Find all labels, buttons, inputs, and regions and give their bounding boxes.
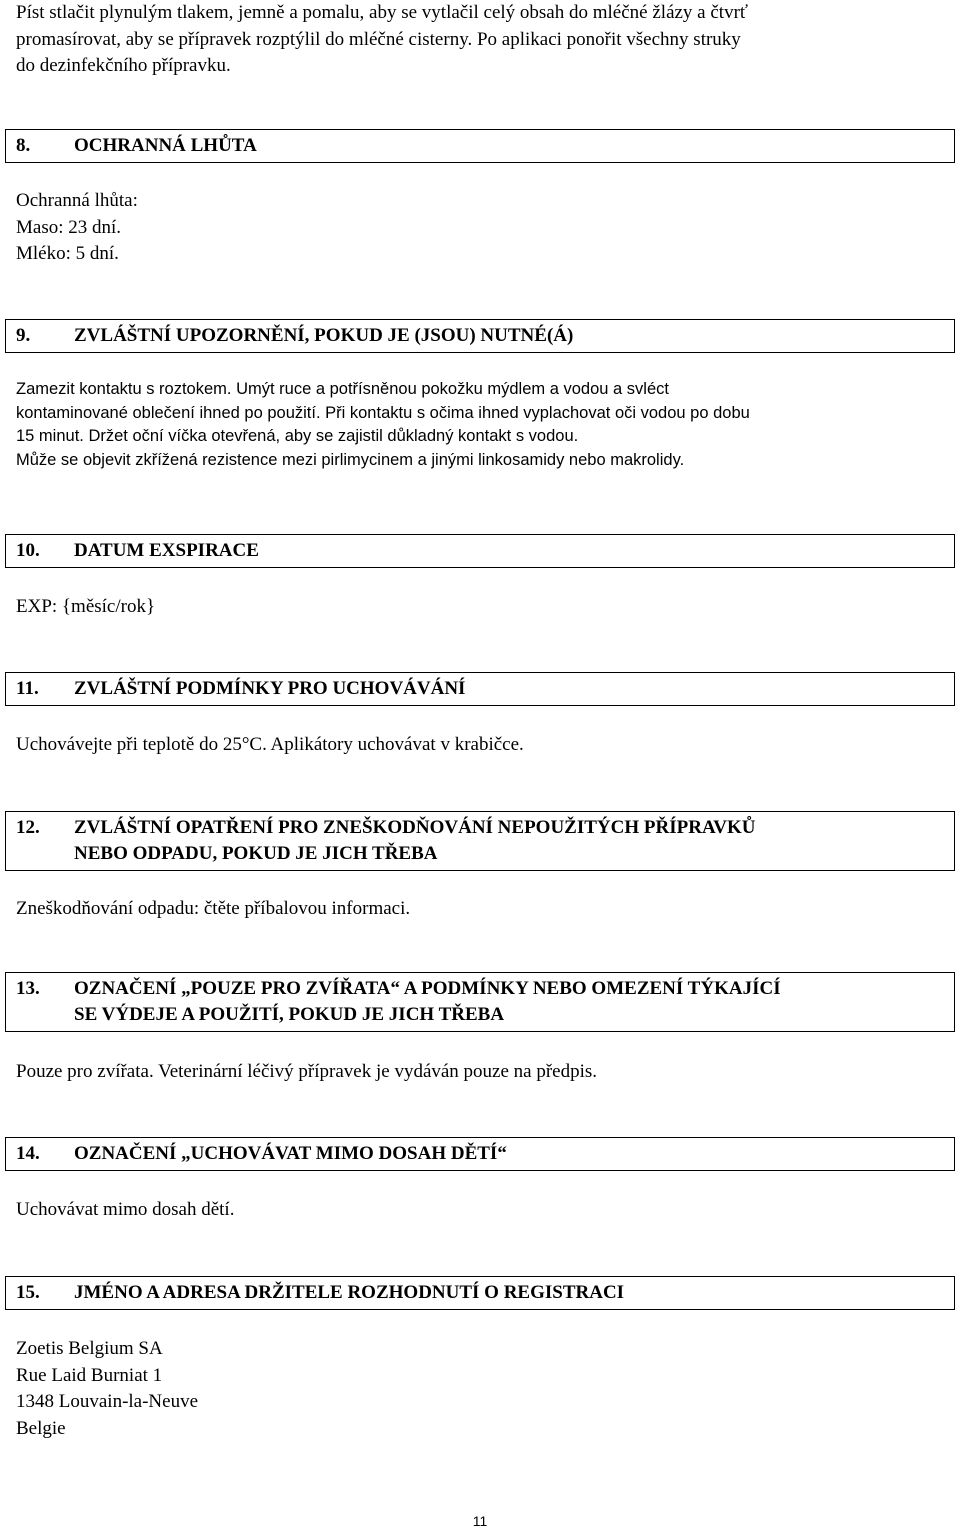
intro-line: do dezinfekčního přípravku.	[16, 55, 231, 76]
body-line: Ochranná lhůta:	[16, 190, 138, 211]
section-body-8	[16, 188, 946, 268]
page-number: 11	[472, 1513, 488, 1529]
body-line: Mléko: 5 dní.	[16, 243, 119, 264]
section-title	[74, 976, 946, 1028]
body-line: Zamezit kontaktu s roztokem. Umýt ruce a potřísněnou pokožku mýdlem a vodou a svléct	[16, 380, 669, 398]
section-title-line: ZVLÁŠTNÍ OPATŘENÍ PRO ZNEŠKODŇOVÁNÍ NEPOUŽITÝCH PŘÍPRAVKŮ	[74, 817, 756, 838]
section-number: 10.	[16, 540, 40, 561]
section-heading-8	[5, 129, 955, 163]
section-heading-11	[5, 672, 955, 706]
section-heading-15	[5, 1276, 955, 1310]
body-line: Zneškodňování odpadu: čtěte příbalovou informaci.	[16, 898, 411, 919]
body-line: Uchovávat mimo dosah dětí.	[16, 1199, 235, 1220]
section-heading-14	[5, 1137, 955, 1171]
section-body-13	[16, 1059, 946, 1086]
section-body-9	[16, 378, 946, 472]
section-title-line: NEBO ODPADU, POKUD JE JICH TŘEBA	[74, 843, 438, 864]
section-number: 11.	[16, 678, 39, 699]
section-title-line: OZNAČENÍ „POUZE PRO ZVÍŘATA“ A PODMÍNKY NEBO OMEZENÍ TÝKAJÍCÍ	[74, 978, 781, 999]
body-line: Může se objevit zkřížená rezistence mezi pirlimycinem a jinými linkosamidy nebo makrolidy.	[16, 450, 685, 469]
body-line: Rue Laid Burniat 1	[16, 1364, 163, 1386]
section-title-line: SE VÝDEJE A POUŽITÍ, POKUD JE JICH TŘEBA	[74, 1004, 505, 1025]
section-title	[74, 1280, 946, 1306]
section-number: 8.	[16, 135, 31, 156]
body-line: 15 minut. Držet oční víčka otevřená, aby se zajistil důkladný kontakt s vodou.	[16, 427, 579, 445]
section-heading-13	[5, 972, 955, 1032]
section-title	[74, 323, 946, 349]
section-title	[74, 133, 946, 159]
section-title-line: ZVLÁŠTNÍ UPOZORNĚNÍ, POKUD JE (JSOU) NUTNÉ(Á)	[74, 325, 574, 346]
section-title	[74, 1141, 946, 1167]
body-line: kontaminované oblečení ihned po použití. Při kontaktu s očima ihned vyplachovat oči vodou po dobu	[16, 403, 750, 422]
section-number: 9.	[16, 325, 31, 346]
body-line: EXP: {měsíc/rok}	[16, 596, 156, 617]
body-line: Maso: 23 dní.	[16, 216, 122, 238]
section-title-line: DATUM EXSPIRACE	[74, 540, 259, 561]
section-title-line: OZNAČENÍ „UCHOVÁVAT MIMO DOSAH DĚTÍ“	[74, 1143, 507, 1164]
section-heading-12	[5, 811, 955, 871]
section-body-12	[16, 896, 946, 923]
section-body-14	[16, 1197, 946, 1224]
intro-line: Píst stlačit plynulým tlakem, jemně a pomalu, aby se vytlačil celý obsah do mléčné žlázy a čtvrť	[16, 2, 749, 23]
section-number: 14.	[16, 1143, 40, 1164]
section-title-line: JMÉNO A ADRESA DRŽITELE ROZHODNUTÍ O REGISTRACI	[74, 1282, 625, 1303]
intro-paragraph	[16, 0, 946, 80]
body-line: Uchovávejte při teplotě do 25°C. Aplikátory uchovávat v krabičce.	[16, 734, 524, 755]
section-title	[74, 676, 946, 702]
section-title	[74, 815, 946, 867]
section-heading-9	[5, 319, 955, 353]
section-title-line: ZVLÁŠTNÍ PODMÍNKY PRO UCHOVÁVÁNÍ	[74, 678, 466, 699]
section-body-10	[16, 594, 946, 621]
section-body-11	[16, 732, 946, 759]
body-line: Belgie	[16, 1417, 66, 1439]
section-title-line: OCHRANNÁ LHŮTA	[74, 135, 257, 156]
section-number: 15.	[16, 1282, 40, 1303]
intro-line: promasírovat, aby se přípravek rozptýlil do mléčné cisterny. Po aplikaci ponořit všechny struky	[16, 28, 741, 50]
section-body-15	[16, 1336, 946, 1442]
body-line: Zoetis Belgium SA	[16, 1338, 163, 1359]
body-line: 1348 Louvain-la-Neuve	[16, 1391, 199, 1412]
section-number: 12.	[16, 817, 40, 838]
section-heading-10	[5, 534, 955, 568]
section-title	[74, 538, 946, 564]
body-line: Pouze pro zvířata. Veterinární léčivý přípravek je vydáván pouze na předpis.	[16, 1061, 598, 1082]
section-number: 13.	[16, 978, 40, 999]
